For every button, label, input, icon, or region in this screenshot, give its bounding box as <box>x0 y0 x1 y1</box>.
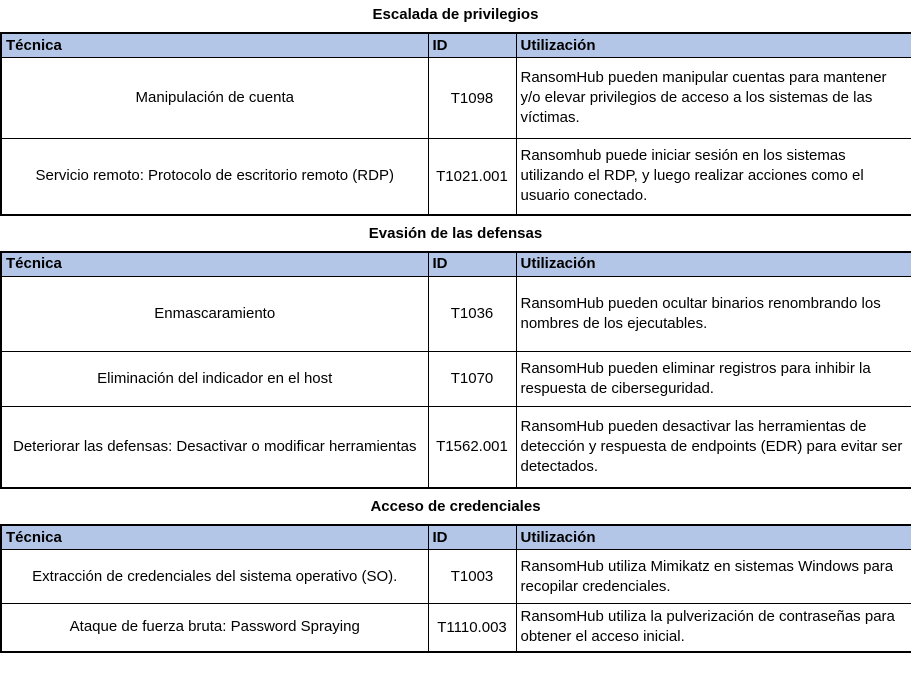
usage-cell: RansomHub pueden desactivar las herramientas de detección y respuesta de endpoints (EDR) para evitar ser detectados. <box>516 406 911 488</box>
col-header-id: ID <box>428 33 516 58</box>
id-cell: T1098 <box>428 58 516 139</box>
technique-cell: Ataque de fuerza bruta: Password Spraying <box>1 604 428 652</box>
technique-cell: Eliminación del indicador en el host <box>1 351 428 406</box>
col-header-utilizacion: Utilización <box>516 525 911 550</box>
id-cell: T1562.001 <box>428 406 516 488</box>
table-row <box>1 58 911 139</box>
table-header-row <box>1 252 911 277</box>
col-header-tecnica: Técnica <box>1 33 428 58</box>
col-header-utilizacion: Utilización <box>516 252 911 277</box>
usage-cell: RansomHub utiliza Mimikatz en sistemas Windows para recopilar credenciales. <box>516 550 911 604</box>
usage-cell: RansomHub utiliza la pulverización de contraseñas para obtener el acceso inicial. <box>516 604 911 652</box>
col-header-id: ID <box>428 525 516 550</box>
table-row <box>1 139 911 215</box>
table-header-row <box>1 525 911 550</box>
section-title-acceso-de-credenciales: Acceso de credenciales <box>370 498 541 515</box>
id-cell: T1110.003 <box>428 604 516 652</box>
table-row <box>1 351 911 406</box>
table-row <box>1 276 911 351</box>
col-header-tecnica: Técnica <box>1 252 428 277</box>
section-title-evasion-de-las-defensas: Evasión de las defensas <box>368 224 543 242</box>
table-evasion-de-las-defensas <box>0 251 911 490</box>
id-cell: T1070 <box>428 351 516 406</box>
technique-cell: Manipulación de cuenta <box>1 58 428 139</box>
usage-cell: RansomHub pueden ocultar binarios renombrando los nombres de los ejecutables. <box>516 276 911 351</box>
technique-cell: Extracción de credenciales del sistema operativo (SO). <box>1 550 428 604</box>
usage-cell: RansomHub pueden eliminar registros para inhibir la respuesta de ciberseguridad. <box>516 351 911 406</box>
technique-cell: Enmascaramiento <box>1 276 428 351</box>
col-header-tecnica: Técnica <box>1 525 428 550</box>
col-header-utilizacion: Utilización <box>516 33 911 58</box>
id-cell: T1003 <box>428 550 516 604</box>
table-acceso-de-credenciales <box>0 524 911 653</box>
id-cell: T1021.001 <box>428 139 516 215</box>
col-header-id: ID <box>428 252 516 277</box>
table-row <box>1 550 911 604</box>
technique-cell: Deteriorar las defensas: Desactivar o modificar herramientas <box>1 406 428 488</box>
table-escalada-de-privilegios <box>0 32 911 216</box>
id-cell: T1036 <box>428 276 516 351</box>
table-row <box>1 604 911 652</box>
table-row <box>1 406 911 488</box>
section-title-escalada-de-privilegios: Escalada de privilegios <box>372 6 539 23</box>
usage-cell: Ransomhub puede iniciar sesión en los sistemas utilizando el RDP, y luego realizar acciones como el usuario conectado. <box>516 139 911 215</box>
usage-cell: RansomHub pueden manipular cuentas para mantener y/o elevar privilegios de acceso a los sistemas de las víctimas. <box>516 58 911 139</box>
technique-cell: Servicio remoto: Protocolo de escritorio remoto (RDP) <box>1 139 428 215</box>
table-header-row <box>1 33 911 58</box>
